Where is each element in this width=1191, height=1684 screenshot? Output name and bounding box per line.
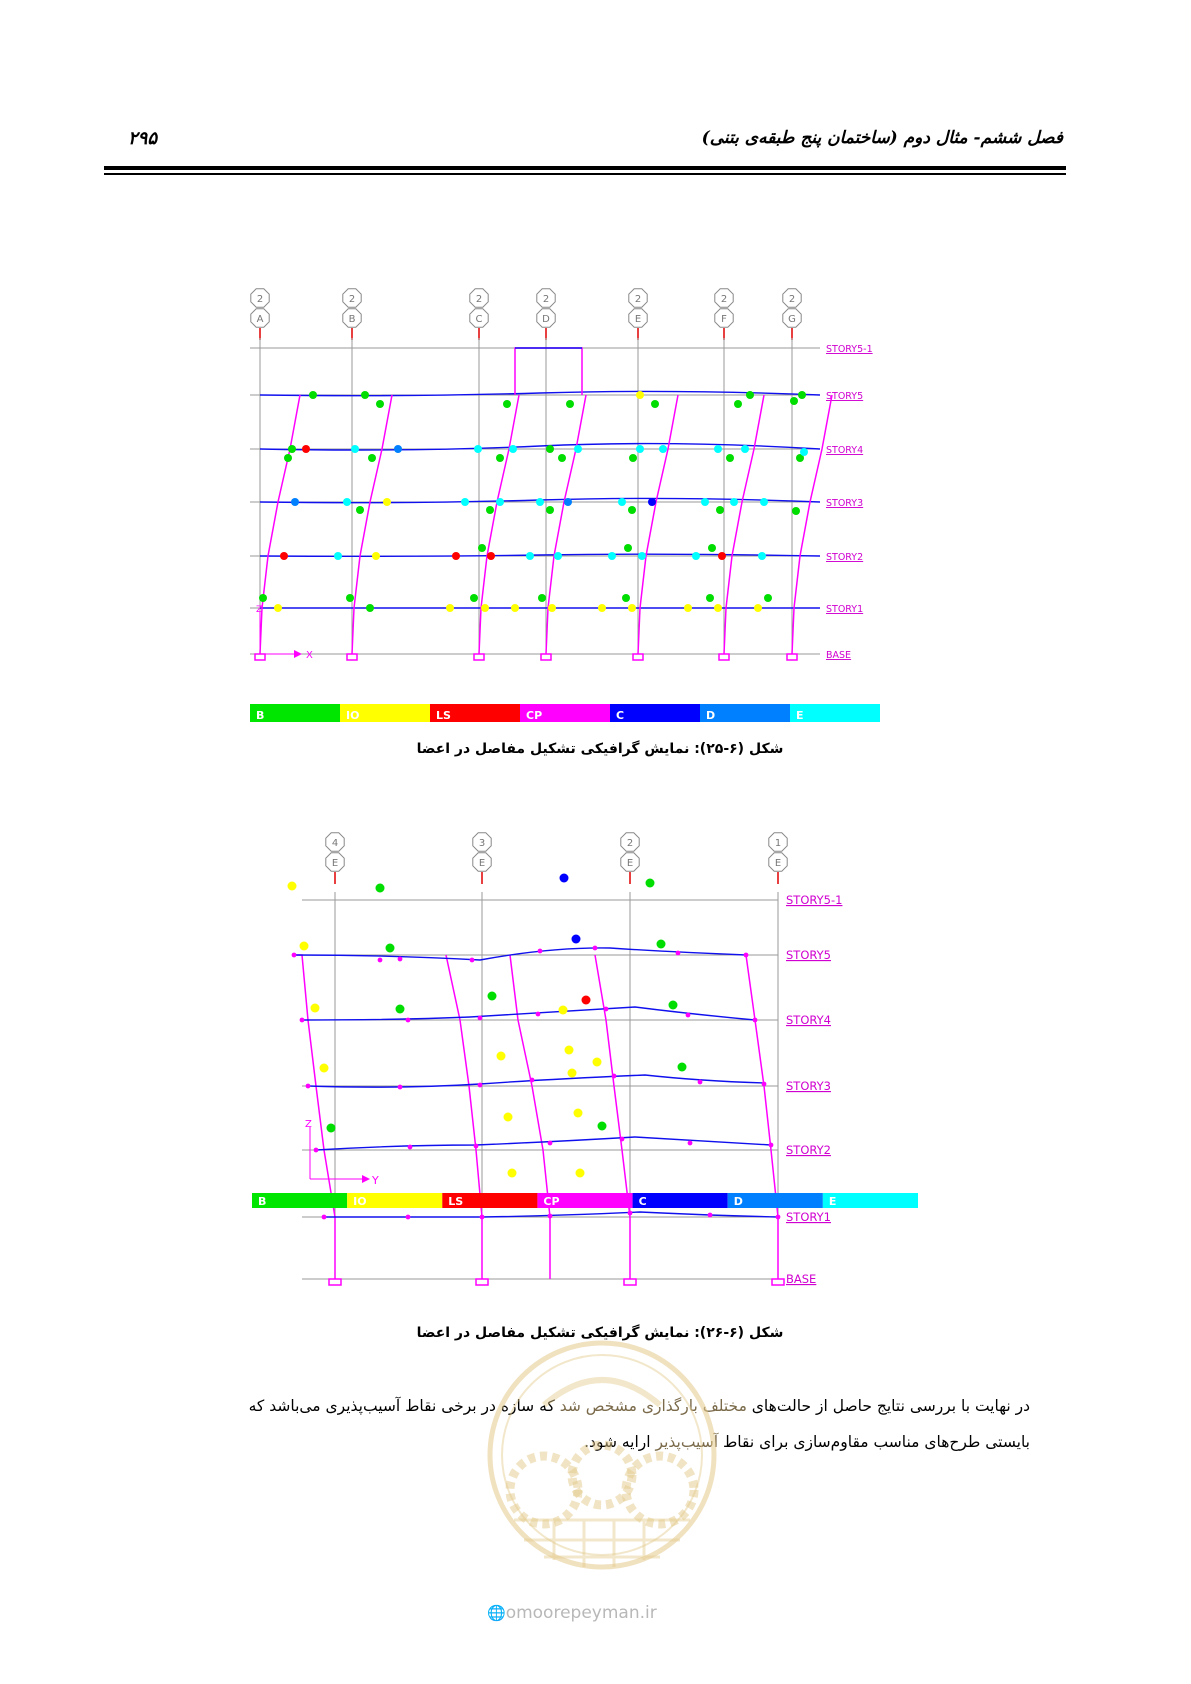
grid-line-label-1: E	[478, 858, 486, 869]
plastic-hinge-b	[708, 544, 716, 552]
plastic-hinge-io	[274, 604, 282, 612]
deformed-beam	[308, 1075, 764, 1087]
plastic-hinge-b	[396, 1005, 405, 1014]
grid-line-label-2: E	[626, 858, 634, 869]
plastic-hinge-io	[684, 604, 692, 612]
grid-label-0: 4	[331, 838, 339, 849]
plastic-hinge-b	[503, 400, 511, 408]
watermark-url: 🌐omoorepeyman.ir	[487, 1603, 657, 1623]
story-label-5: STORY1	[786, 1210, 831, 1224]
plastic-hinge-e	[351, 445, 359, 453]
plastic-hinge-io	[565, 1046, 574, 1055]
story-label-6: BASE	[826, 650, 852, 661]
joint-node	[322, 1215, 327, 1220]
globe-icon: 🌐	[487, 1604, 506, 1622]
plastic-hinge-e	[758, 552, 766, 560]
legend-label-c: C	[616, 709, 625, 722]
deformed-column	[479, 395, 519, 654]
legend-label-io: IO	[346, 709, 360, 722]
plastic-hinge-io	[504, 1113, 513, 1122]
hinge-frame-figure-2	[250, 827, 930, 1307]
joint-node	[676, 951, 681, 956]
plastic-hinge-io	[593, 1058, 602, 1067]
base-support	[255, 654, 265, 660]
grid-label-6: 2	[788, 294, 796, 305]
joint-node	[530, 1078, 535, 1083]
plastic-hinge-e	[760, 498, 768, 506]
plastic-hinge-b	[657, 940, 666, 949]
plastic-hinge-b	[651, 400, 659, 408]
plastic-hinge-b	[706, 594, 714, 602]
plastic-hinge-io	[481, 604, 489, 612]
legend-label-c: C	[638, 1195, 647, 1208]
plastic-hinge-e	[701, 498, 709, 506]
grid-line-label-4: E	[634, 314, 642, 325]
plastic-hinge-b	[309, 391, 317, 399]
grid-label-4: 2	[634, 294, 642, 305]
plastic-hinge-b	[546, 506, 554, 514]
joint-node	[292, 953, 297, 958]
plastic-hinge-io	[288, 882, 297, 891]
joint-node	[686, 1013, 691, 1018]
plastic-hinge-b	[598, 1122, 607, 1131]
plastic-hinge-b	[792, 507, 800, 515]
grid-label-1: 2	[348, 294, 356, 305]
story-label-1: STORY5	[786, 948, 831, 962]
plastic-hinge-io	[754, 604, 762, 612]
joint-node	[538, 949, 543, 954]
plastic-hinge-ls	[280, 552, 288, 560]
grid-line-label-6: G	[788, 314, 796, 325]
plastic-hinge-c	[648, 498, 656, 506]
joint-node	[306, 1084, 311, 1089]
base-support	[476, 1279, 488, 1285]
joint-node	[536, 1012, 541, 1017]
grid-bubble	[251, 289, 269, 340]
grid-label-5: 2	[720, 294, 728, 305]
grid-bubble	[343, 289, 361, 340]
story-label-4: STORY2	[786, 1143, 831, 1157]
legend-label-io: IO	[353, 1195, 367, 1208]
deformed-column	[746, 955, 778, 1279]
joint-node	[480, 1215, 485, 1220]
joint-node	[406, 1215, 411, 1220]
z-axis-label: Z	[256, 605, 263, 615]
plastic-hinge-b	[470, 594, 478, 602]
plastic-hinge-e	[636, 445, 644, 453]
plastic-hinge-e	[608, 552, 616, 560]
base-support	[329, 1279, 341, 1285]
plastic-hinge-ls	[302, 445, 310, 453]
grid-line-label-1: B	[348, 314, 356, 325]
story-label-4: STORY2	[826, 552, 864, 563]
joint-node	[408, 1145, 413, 1150]
plastic-hinge-b	[361, 391, 369, 399]
plastic-hinge-e	[730, 498, 738, 506]
plastic-hinge-b	[734, 400, 742, 408]
plastic-hinge-io	[511, 604, 519, 612]
joint-node	[744, 953, 749, 958]
plastic-hinge-io	[598, 604, 606, 612]
joint-node	[753, 1018, 758, 1023]
deformed-column	[792, 395, 832, 654]
plastic-hinge-e	[741, 445, 749, 453]
legend-label-ls: LS	[448, 1195, 464, 1208]
plastic-hinge-b	[624, 544, 632, 552]
plastic-hinge-io	[300, 942, 309, 951]
x-axis-arrowhead	[294, 650, 302, 658]
plastic-hinge-e	[618, 498, 626, 506]
grid-line-label-3: E	[774, 858, 782, 869]
base-support	[474, 654, 484, 660]
watermark-seal	[484, 1335, 720, 1595]
deformed-beam	[316, 1137, 771, 1150]
legend-label-cp: CP	[543, 1195, 560, 1208]
grid-line-label-2: C	[475, 314, 483, 325]
joint-node	[470, 958, 475, 963]
plastic-hinge-e	[692, 552, 700, 560]
base-support	[719, 654, 729, 660]
plastic-hinge-b	[376, 884, 385, 893]
header-rule-thin	[104, 173, 1066, 175]
plastic-hinge-e	[714, 445, 722, 453]
y-axis-arrowhead	[362, 1175, 370, 1183]
grid-bubble	[621, 833, 639, 884]
deformed-column	[638, 395, 678, 654]
plastic-hinge-io	[576, 1169, 585, 1178]
plastic-hinge-io	[320, 1064, 329, 1073]
plastic-hinge-d	[394, 445, 402, 453]
plastic-hinge-b	[356, 506, 364, 514]
story-label-2: STORY4	[826, 445, 864, 456]
joint-node	[300, 1018, 305, 1023]
joint-node	[398, 1085, 403, 1090]
plastic-hinge-b	[327, 1124, 336, 1133]
figure-1-caption: شکل (۶-۲۵): نمایش گرافیکی تشکیل مفاصل در اعضا	[416, 741, 784, 757]
grid-line-label-3: D	[542, 314, 550, 325]
base-support	[633, 654, 643, 660]
plastic-hinge-b	[628, 506, 636, 514]
legend-label-ls: LS	[436, 709, 451, 722]
base-support	[541, 654, 551, 660]
story-label-6: BASE	[786, 1272, 817, 1286]
story-label-2: STORY4	[786, 1013, 831, 1027]
grid-label-3: 1	[774, 838, 782, 849]
grid-bubble	[470, 289, 488, 340]
grid-line-label-5: F	[721, 314, 727, 325]
joint-node	[762, 1082, 767, 1087]
grid-label-0: 2	[256, 294, 264, 305]
plastic-hinge-io	[383, 498, 391, 506]
plastic-hinge-b	[386, 944, 395, 953]
joint-node	[548, 1214, 553, 1219]
plastic-hinge-b	[622, 594, 630, 602]
plastic-hinge-io	[559, 1006, 568, 1015]
story-label-1: STORY5	[826, 391, 864, 402]
joint-node	[708, 1213, 713, 1218]
plastic-hinge-b	[726, 454, 734, 462]
joint-node	[478, 1083, 483, 1088]
plastic-hinge-ls	[452, 552, 460, 560]
plastic-hinge-io	[574, 1109, 583, 1118]
plastic-hinge-b	[798, 391, 806, 399]
story-label-0: STORY5-1	[826, 344, 873, 355]
base-support	[624, 1279, 636, 1285]
plastic-hinge-io	[372, 552, 380, 560]
plastic-hinge-e	[343, 498, 351, 506]
deformed-column	[510, 955, 550, 1279]
plastic-hinge-e	[536, 498, 544, 506]
plastic-hinge-e	[659, 445, 667, 453]
plastic-hinge-c	[572, 935, 581, 944]
story-label-3: STORY3	[826, 498, 864, 509]
legend-label-d: D	[733, 1195, 743, 1208]
joint-node	[398, 957, 403, 962]
grid-bubble	[783, 289, 801, 340]
plastic-hinge-b	[376, 400, 384, 408]
base-support	[347, 654, 357, 660]
plastic-hinge-b	[496, 454, 504, 462]
grid-bubble	[769, 833, 787, 884]
plastic-hinge-e	[800, 448, 808, 456]
plastic-hinge-io	[548, 604, 556, 612]
plastic-hinge-io	[508, 1169, 517, 1178]
joint-node	[769, 1143, 774, 1148]
plastic-hinge-b	[538, 594, 546, 602]
grid-label-2: 2	[475, 294, 483, 305]
legend-label-e: E	[828, 1195, 837, 1208]
plastic-hinge-b	[566, 400, 574, 408]
grid-label-3: 2	[542, 294, 550, 305]
plastic-hinge-e	[574, 445, 582, 453]
plastic-hinge-d	[291, 498, 299, 506]
joint-node	[604, 1007, 609, 1012]
plastic-hinge-e	[526, 552, 534, 560]
grid-bubble	[715, 289, 733, 340]
grid-bubble	[537, 289, 555, 340]
plastic-hinge-b	[558, 454, 566, 462]
grid-line-label-0: A	[256, 314, 264, 325]
joint-node	[612, 1074, 617, 1079]
plastic-hinge-b	[346, 594, 354, 602]
joint-node	[698, 1080, 703, 1085]
plastic-hinge-e	[496, 498, 504, 506]
joint-node	[628, 1211, 633, 1216]
penthouse-frame	[515, 348, 582, 395]
legend-label-b: B	[258, 1195, 267, 1208]
joint-node	[406, 1018, 411, 1023]
grid-label-1: 3	[478, 838, 486, 849]
plastic-hinge-d	[564, 498, 572, 506]
plastic-hinge-b	[716, 506, 724, 514]
plastic-hinge-io	[714, 604, 722, 612]
plastic-hinge-io	[446, 604, 454, 612]
plastic-hinge-io	[497, 1052, 506, 1061]
plastic-hinge-b	[368, 454, 376, 462]
grid-label-2: 2	[626, 838, 634, 849]
joint-node	[776, 1215, 781, 1220]
deformed-column	[260, 395, 300, 654]
plastic-hinge-b	[259, 594, 267, 602]
plastic-hinge-io	[636, 391, 644, 399]
plastic-hinge-c	[560, 874, 569, 883]
deformed-column	[724, 395, 764, 654]
plastic-hinge-b	[669, 1001, 678, 1010]
plastic-hinge-b	[546, 445, 554, 453]
legend-swatch-e	[823, 1193, 918, 1208]
chapter-title: فصل ششم- مثال دوم (ساختمان پنج طبقه‌ی بتنی)	[701, 128, 1063, 148]
plastic-hinge-b	[790, 397, 798, 405]
header-rule-thick	[104, 166, 1066, 170]
deformed-column	[352, 395, 392, 654]
grid-bubble	[473, 833, 491, 884]
plastic-hinge-b	[629, 454, 637, 462]
deformed-column	[546, 395, 586, 654]
grid-bubble	[629, 289, 647, 340]
plastic-hinge-b	[288, 445, 296, 453]
figure-2-caption: شکل (۶-۲۶): نمایش گرافیکی تشکیل مفاصل در اعضا	[416, 1325, 784, 1341]
plastic-hinge-b	[646, 879, 655, 888]
plastic-hinge-e	[334, 552, 342, 560]
joint-node	[478, 1016, 483, 1021]
legend-label-b: B	[256, 709, 265, 722]
joint-node	[688, 1141, 693, 1146]
plastic-hinge-io	[311, 1004, 320, 1013]
plastic-hinge-b	[478, 544, 486, 552]
page-number: ۲۹۵	[128, 128, 158, 149]
plastic-hinge-ls	[487, 552, 495, 560]
grid-bubble	[326, 833, 344, 884]
plastic-hinge-b	[746, 391, 754, 399]
plastic-hinge-e	[638, 552, 646, 560]
joint-node	[378, 958, 383, 963]
plastic-hinge-b	[284, 454, 292, 462]
legend-swatch-c	[633, 1193, 728, 1208]
x-axis-label: X	[306, 650, 313, 661]
deformed-column	[595, 955, 630, 1279]
plastic-hinge-b	[366, 604, 374, 612]
plastic-hinge-e	[474, 445, 482, 453]
plastic-hinge-ls	[718, 552, 726, 560]
grid-line-label-0: E	[331, 858, 339, 869]
body-line-2: بایستی طرح‌های مناسب مقاوم‌سازی برای نقاط آسیب‌پذیر ارایه شود.	[584, 1433, 1030, 1451]
plastic-hinge-e	[461, 498, 469, 506]
plastic-hinge-b	[488, 992, 497, 1001]
y-axis-label: Y	[372, 1174, 379, 1187]
legend-label-cp: CP	[526, 709, 543, 722]
joint-node	[548, 1141, 553, 1146]
story-label-5: STORY1	[826, 604, 864, 615]
base-support	[787, 654, 797, 660]
deformed-column	[446, 955, 482, 1279]
plastic-hinge-e	[509, 445, 517, 453]
legend-label-d: D	[706, 709, 716, 722]
story-label-0: STORY5-1	[786, 893, 843, 907]
hinge-frame-figure-1	[256, 282, 920, 730]
z-axis-label: Z	[305, 1119, 312, 1130]
joint-node	[593, 946, 598, 951]
plastic-hinge-ls	[582, 996, 591, 1005]
plastic-hinge-b	[486, 506, 494, 514]
body-line-1: در نهایت با بررسی نتایج حاصل از حالت‌های مختلف بارگذاری مشخص شد که سازه در برخی نقاط آسیب‌پذیری می‌باشد که	[248, 1397, 1030, 1415]
plastic-hinge-io	[568, 1069, 577, 1078]
plastic-hinge-io	[628, 604, 636, 612]
base-support	[772, 1279, 784, 1285]
legend-label-e: E	[796, 709, 804, 722]
plastic-hinge-e	[554, 552, 562, 560]
plastic-hinge-b	[764, 594, 772, 602]
story-label-3: STORY3	[786, 1079, 831, 1093]
plastic-hinge-b	[678, 1063, 687, 1072]
joint-node	[314, 1148, 319, 1153]
joint-node	[474, 1144, 479, 1149]
joint-node	[620, 1137, 625, 1142]
